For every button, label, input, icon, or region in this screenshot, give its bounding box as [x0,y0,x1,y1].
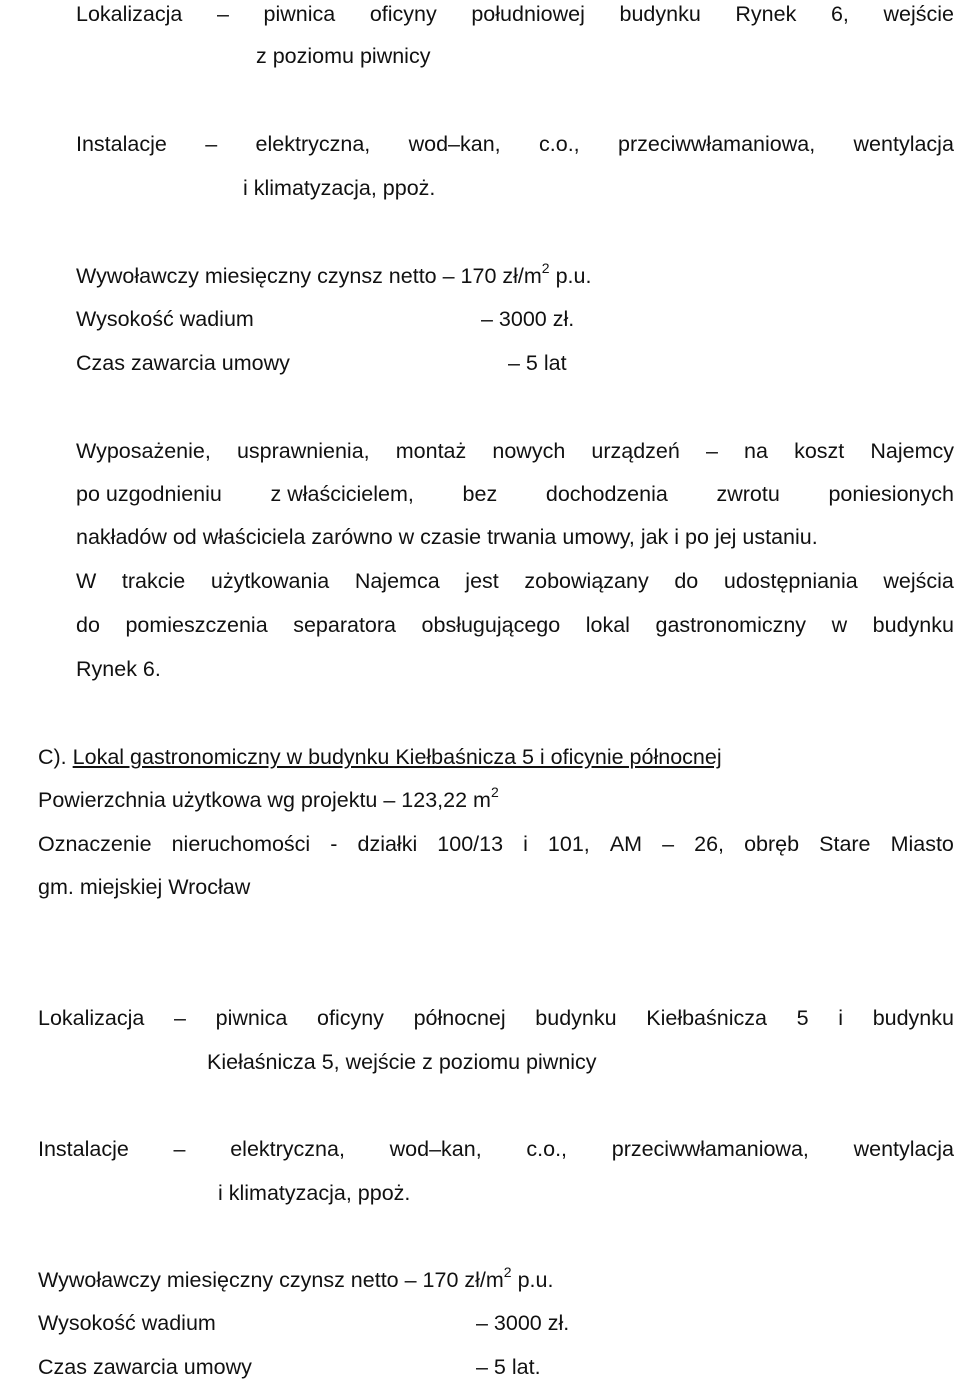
b-paragraph-line2 [76,480,954,508]
word: c.o., [539,132,580,156]
word: lokal [585,613,630,637]
word: budynku [872,613,954,637]
b-wadium-value: – 3000 zł. [481,307,575,331]
word: – [173,1137,186,1161]
word: c.o., [526,1137,568,1161]
b-wadium-label: Wysokość wadium [76,307,254,331]
word: działki [357,832,418,856]
c-lokalizacja-line2: Kiełaśnicza 5, wejście z poziomu piwnicy [207,1050,597,1074]
word: 101, [547,832,590,856]
word: wejścia [883,569,954,593]
word: bez [462,482,498,506]
word: elektryczna, [255,132,371,156]
word: 6, [830,2,849,26]
word: wejście [883,2,954,26]
c-lokalizacja-line1 [38,1004,954,1032]
word: poniesionych [828,482,954,506]
word: Stare [819,832,871,856]
c-prefix: C). [38,745,67,769]
word: wentylacja [853,132,954,156]
word: 26, [694,832,725,856]
c-heading [38,743,722,771]
word: budynku [535,1006,617,1030]
b-lokalizacja-line2: z poziomu piwnicy [256,44,431,68]
word: Instalacje [38,1137,129,1161]
word: usprawnienia, [236,439,370,463]
b-paragraph-line5 [76,611,954,639]
word: użytkowania [210,569,330,593]
word: urządzeń [591,439,680,463]
word: obsługującego [421,613,561,637]
word: piwnica [263,2,336,26]
c-wadium-label: Wysokość wadium [38,1311,216,1335]
word: w [831,613,848,637]
word: pomieszczenia [125,613,268,637]
word: obręb [744,832,800,856]
word: W [76,569,97,593]
c-wadium-value: – 3000 zł. [476,1311,570,1335]
b-paragraph-line6: Rynek 6. [76,657,161,681]
word: Kiełbaśnicza [646,1006,767,1030]
word: oficyny [369,2,437,26]
word: – [662,832,675,856]
c-powierzchnia-line: Powierzchnia użytkowa wg projektu – 123,22 $m^2$ [38,783,499,812]
word: przeciwwłamaniowa, [611,1137,809,1161]
word: po uzgodnieniu [76,482,222,506]
b-instalacje-line2: i klimatyzacja, ppoż. [243,176,436,200]
word: wentylacja [853,1137,954,1161]
word: separatora [293,613,396,637]
word: koszt [794,439,845,463]
word: wod–kan, [389,1137,482,1161]
word: wod–kan, [408,132,501,156]
c-oznaczenie-line1 [38,830,954,858]
word: zobowiązany [524,569,649,593]
word: elektryczna, [230,1137,345,1161]
word: dochodzenia [545,482,668,506]
b-czynsz-line: Wywoławczy miesięczny czynsz netto – 170 $zł/m^2$ p.u. [76,259,592,288]
word: Miasto [890,832,954,856]
word: Rynek [735,2,797,26]
word: południowej [471,2,585,26]
word: Najemca [354,569,440,593]
word: i [523,832,528,856]
b-umowa-label: Czas zawarcia umowy [76,351,290,375]
word: montaż [395,439,467,463]
word: 5 [796,1006,809,1030]
word: przeciwwłamaniowa, [618,132,816,156]
c-umowa-label: Czas zawarcia umowy [38,1355,252,1379]
c-oznaczenie-line2: gm. miejskiej Wrocław [38,875,251,899]
word: trakcie [121,569,186,593]
word: z właścicielem, [270,482,414,506]
word: do [674,569,699,593]
word: północnej [413,1006,506,1030]
word: na [744,439,768,463]
word: oficyny [317,1006,384,1030]
word: – [216,2,229,26]
word: - [330,832,338,856]
c-instalacje-line1 [38,1135,954,1163]
word: Najemcy [870,439,954,463]
word: AM [609,832,643,856]
word: jest [465,569,499,593]
word: udostępniania [723,569,858,593]
word: Lokalizacja [38,1006,145,1030]
word: zwrotu [716,482,780,506]
word: – [174,1006,186,1030]
b-paragraph-line3: nakładów od właściciela zarówno w czasie trwania umowy, jak i po jej ustaniu. [76,525,818,549]
c-instalacje-line2: i klimatyzacja, ppoż. [218,1181,411,1205]
word: – [205,132,218,156]
c-umowa-value: – 5 lat. [476,1355,541,1379]
word: gastronomiczny [655,613,807,637]
word: Instalacje [76,132,167,156]
b-paragraph-line1 [76,437,954,465]
b-instalacje-line1 [76,130,954,158]
word: Oznaczenie [38,832,152,856]
word: budynku [619,2,701,26]
word: nieruchomości [171,832,311,856]
b-lokalizacja-line1 [76,0,954,28]
b-umowa-value: – 5 lat [508,351,567,375]
c-czynsz-line: Wywoławczy miesięczny czynsz netto – 170 $zł/m^2$ p.u. [38,1263,554,1292]
b-paragraph-line4 [76,567,954,595]
word: Lokalizacja [76,2,183,26]
word: piwnica [215,1006,288,1030]
c-heading-title: Lokal gastronomiczny w budynku Kiełbaśnicza 5 i oficynie północnej [72,745,722,769]
word: nowych [492,439,566,463]
word: i [838,1006,844,1030]
word: Wyposażenie, [76,439,211,463]
word: do [76,613,100,637]
word: – [705,439,718,463]
word: budynku [872,1006,954,1030]
word: 100/13 [437,832,504,856]
